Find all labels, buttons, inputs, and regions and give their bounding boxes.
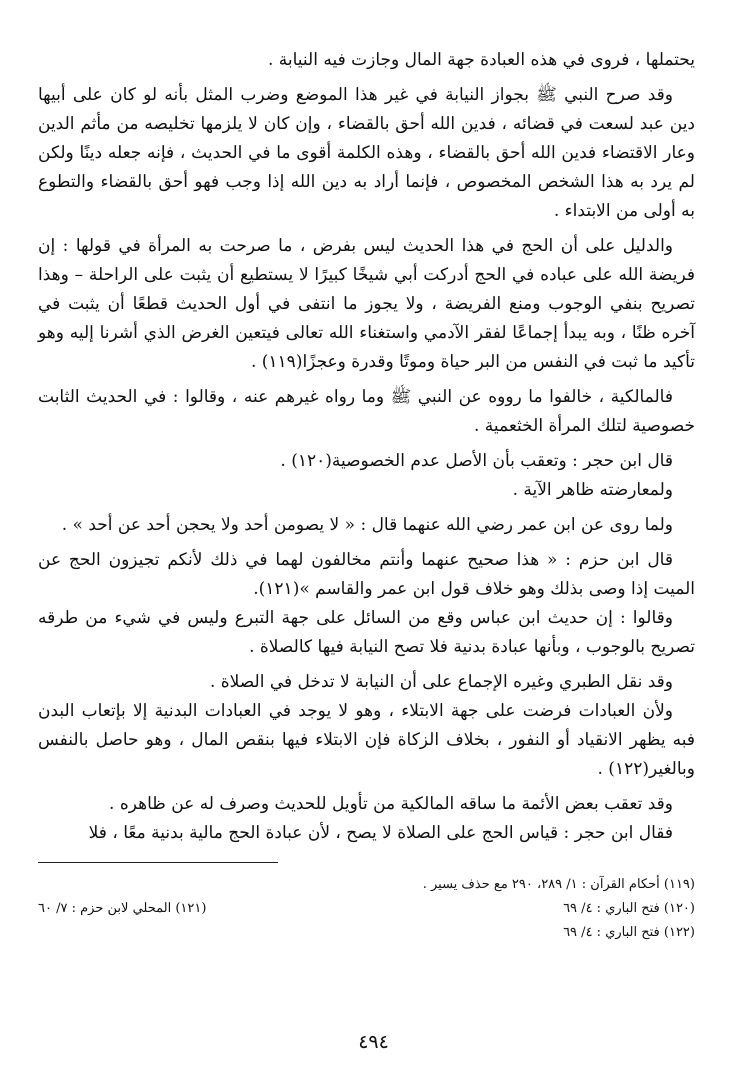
paragraph-2: وقد صرح النبي ﷺ بجواز النيابة في غير هذا الموضع وضرب المثل بأنه لو كان على أبيها دين عبد لسعت في قضائه ، فدين الله أحق بالقضاء ، وإن كان لا يلزمها تخليصه من مأثم الدين وعار الاقتضاء فدين الله أحق بالقضاء ، وهذه الكلمة أقوى ما في الحديث ، فإنه جعله دينًا ولكن لم يرد به هذا الشخص المخصوص ، فإنما أراد به دين الله إذا وجب فهو أحق بالقضاء والتطوع به أولى من الابتداء . (38, 85, 695, 221)
footnote-121: (١٢١) المحلي لابن حزم : ٧/ ٦٠ (38, 901, 207, 916)
paragraph-6: ولمعارضته ظاهر الآية . (512, 480, 673, 500)
paragraph-8: قال ابن حزم : « هذا صحيح عنهما وأنتم مخالفون لهما في ذلك لأنكم تجيزون الحج عن الميت إذا وصى بذلك وهو خلاف قول ابن عمر والقاسم »(١٢١). (38, 550, 695, 599)
paragraph-5: قال ابن حجر : وتعقب بأن الأصل عدم الخصوصية(١٢٠) . (280, 451, 673, 471)
main-text (38, 46, 695, 848)
paragraph-1: يحتملها ، فروى في هذه العبادة جهة المال وجازت فيه النيابة . (267, 50, 695, 70)
footnote-120: (١٢٠) فتح الباري : ٤/ ٦٩ (563, 901, 695, 916)
footnote-119: (١١٩) أحكام القرآن : ١/ ٢٨٩، ٢٩٠ مع حذف يسير . (422, 877, 695, 892)
footnote-122: (١٢٢) فتح الباري : ٤/ ٦٩ (563, 925, 695, 940)
paragraph-12: وقد تعقب بعض الأئمة ما ساقه المالكية من تأويل للحديث وصرف له عن ظاهره . (109, 794, 673, 814)
paragraph-7: ولما روى عن ابن عمر رضي الله عنهما قال : « لا يصومن أحد ولا يحجن أحد عن أحد » . (61, 515, 673, 535)
paragraph-3: والدليل على أن الحج في هذا الحديث ليس بفرض ، ما صرحت به المرأة في قولها : إن فريضة الله على عباده في الحج أدركت أبي شيخًا كبيرًا لا يستطيع أن يثبت على الراحلة – وهذا تصريح بنفي الوجوب ومنع الفريضة ، ولا يجوز ما انتفى في أول الحديث قطعًا أن يثبت في آخره ظنًا ، وبه يبدأ إجماعًا لفقر الآدمي واستغناء الله تعالى فيتعين الغرض الذي أشرنا إليه وهو تأكيد ما ثبت في النفس من البر حياة وموتًا وقدرة وعجزًا(١١٩) . (38, 236, 695, 372)
footnotes (38, 873, 695, 945)
page-number: ٤٩٤ (358, 1031, 389, 1053)
paragraph-13: فقال ابن حجر : قياس الحج على الصلاة لا يصح ، لأن عبادة الحج مالية بدنية معًا ، فلا (88, 823, 673, 843)
paragraph-11: ولأن العبادات فرضت على جهة الابتلاء ، وهو لا يوجد في العبادات البدنية إلا بإتعاب البدن فبه يظهر الانقياد أو النفور ، بخلاف الزكاة فإن الابتلاء فيها بنقص المال ، وهو حاصل بالنفس وبالغير(١٢٢) . (38, 701, 695, 779)
footnote-divider (38, 862, 278, 863)
paragraph-9: وقالوا : إن حديث ابن عباس وقع من السائل على جهة التبرع وليس في شيء من طرقه تصريح بالوجوب ، وبأنها عبادة بدنية فلا تصح النيابة فيها كالصلاة . (38, 608, 695, 657)
paragraph-4: فالمالكية ، خالفوا ما رووه عن النبي ﷺ وما رواه غيرهم عنه ، وقالوا : في الحديث الثابت خصوصية لتلك المرأة الخثعمية . (38, 387, 695, 436)
paragraph-10: وقد نقل الطبري وغيره الإجماع على أن النيابة لا تدخل في الصلاة . (209, 672, 673, 692)
